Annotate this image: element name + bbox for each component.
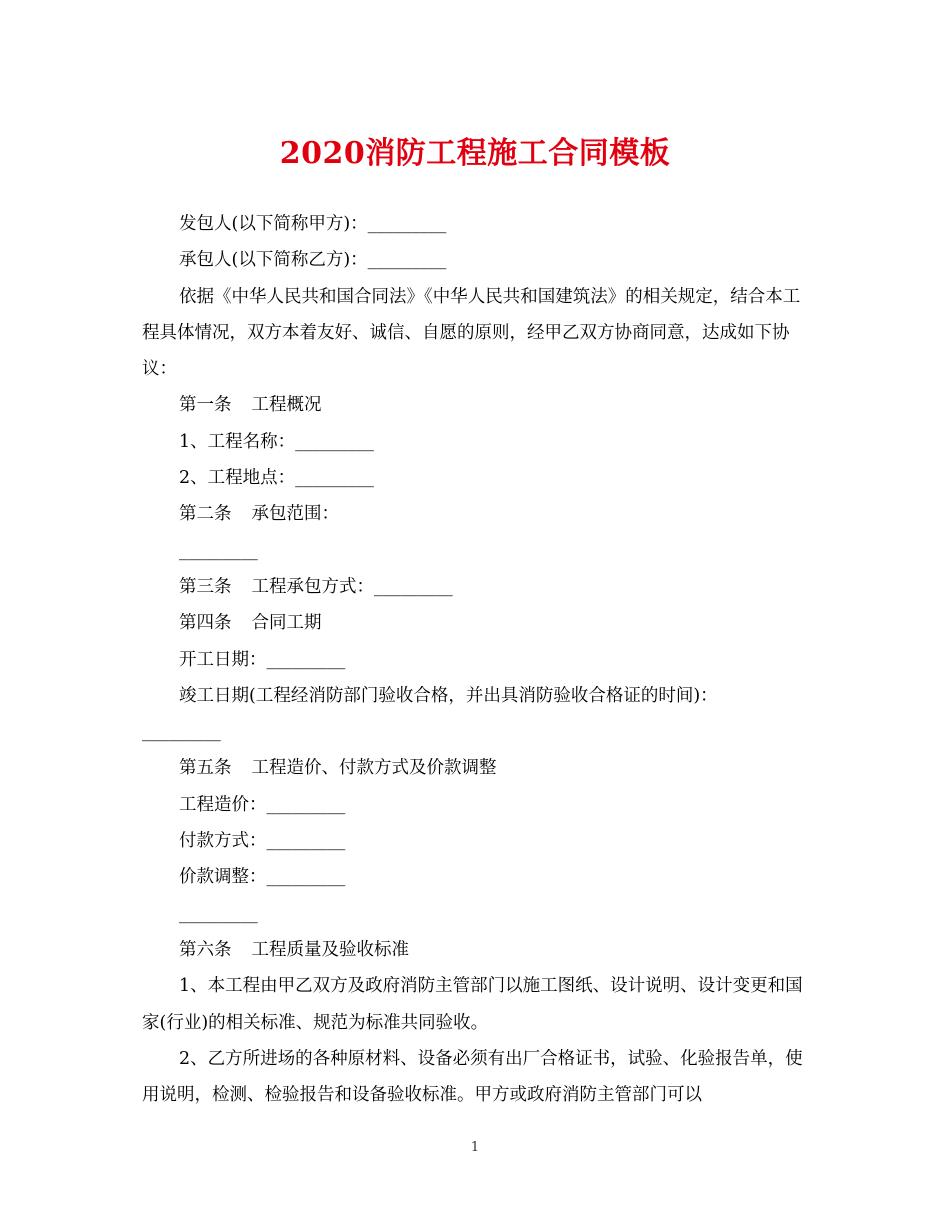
- paragraph: [142, 896, 806, 932]
- paragraph-text: 付款方式：_________: [179, 831, 346, 852]
- paragraph-text: 工程承包方式：_________: [251, 576, 453, 597]
- paragraph-text: 承包范围：: [251, 504, 339, 525]
- paragraph-text: 2、工程地点：_________: [179, 468, 374, 489]
- paragraph-text: 工程概况: [251, 395, 322, 416]
- paragraph-text: 工程造价、付款方式及价款调整: [251, 758, 497, 779]
- article-heading: [142, 496, 806, 532]
- article-number: 第三条: [179, 576, 232, 597]
- paragraph: [142, 460, 806, 496]
- article-heading: [142, 750, 806, 786]
- paragraph-text: 1、本工程由甲乙双方及政府消防主管部门以施工图纸、设计说明、设计变更和国家(行业)的相关标准、规范为标准共同验收。: [142, 976, 803, 1033]
- paragraph-text: 依据《中华人民共和国合同法》《中华人民共和国建筑法》的相关规定，结合本工程具体情况，双方本着友好、诚信、自愿的原则，经甲乙双方协商同意，达成如下协议：: [142, 286, 801, 380]
- paragraph-text: 承包人(以下简称乙方)：_________: [179, 250, 447, 271]
- article-number: 第六条: [179, 939, 232, 960]
- paragraph-text: 竣工日期(工程经消防部门验收合格，并出具消防验收合格证的时间)：: [179, 685, 718, 706]
- paragraph-text: _________: [179, 540, 258, 561]
- paragraph-text: _________: [142, 722, 221, 743]
- article-number: 第一条: [179, 395, 232, 416]
- document-title: 2020消防工程施工合同模板: [279, 136, 671, 171]
- article-heading: [142, 387, 806, 423]
- paragraph: [142, 424, 806, 460]
- article-heading: [142, 605, 806, 641]
- paragraph: [142, 279, 806, 388]
- paragraph: [142, 787, 806, 823]
- article-number: 第二条: [179, 504, 232, 525]
- document-body: [142, 206, 806, 1113]
- paragraph: [142, 206, 806, 242]
- paragraph-text: 工程造价：_________: [179, 794, 346, 815]
- paragraph-text: 价款调整：_________: [179, 867, 346, 888]
- paragraph: [142, 678, 806, 714]
- page-number: 1: [470, 1140, 480, 1155]
- paragraph: [142, 859, 806, 895]
- paragraph-text: 工程质量及验收标准: [251, 939, 409, 960]
- paragraph-text: 2、乙方所进场的各种原材料、设备必须有出厂合格证书，试验、化验报告单，使用说明，检测、检验报告和设备验收标准。甲方或政府消防主管部门可以: [142, 1048, 803, 1106]
- paragraph: [142, 968, 806, 1041]
- paragraph-text: 合同工期: [251, 613, 322, 634]
- paragraph-text: _________: [179, 903, 258, 924]
- paragraph: [142, 533, 806, 569]
- paragraph-text: 开工日期：_________: [179, 649, 346, 670]
- article-number: 第五条: [179, 758, 232, 779]
- article-heading: [142, 569, 806, 605]
- paragraph: [142, 242, 806, 278]
- paragraph: [142, 642, 806, 678]
- paragraph-text: 发包人(以下简称甲方)：_________: [179, 214, 447, 234]
- article-heading: [142, 932, 806, 968]
- paragraph-text: 1、工程名称：_________: [179, 431, 374, 452]
- article-number: 第四条: [179, 613, 232, 634]
- paragraph: [142, 823, 806, 859]
- paragraph: [142, 714, 806, 750]
- paragraph: [142, 1041, 806, 1114]
